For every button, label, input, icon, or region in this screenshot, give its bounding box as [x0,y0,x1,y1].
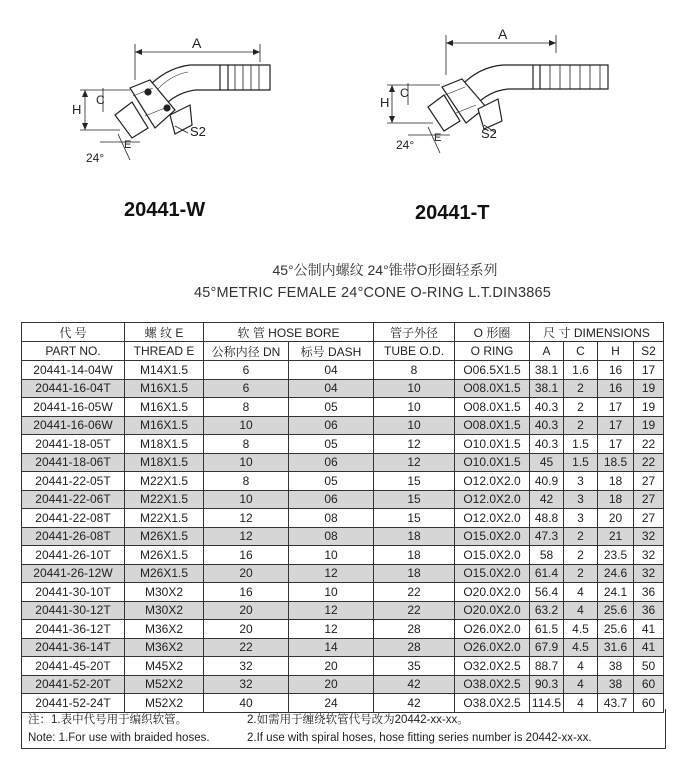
table-cell: 18 [598,490,634,509]
table-row [22,527,664,546]
table-cell: 114.5 [530,694,564,713]
table-cell: 8 [204,398,289,417]
table-cell: 10 [289,546,374,565]
table-cell: 20441-16-05W [22,398,125,417]
table-cell: 41 [634,620,664,639]
table-cell: M36X2 [125,620,204,639]
table-cell: 22 [374,601,455,620]
table-cell: O08.0X1.5 [455,416,530,435]
table-cell: 14 [289,638,374,657]
table-row [22,638,664,657]
table-cell: O32.0X2.5 [455,657,530,676]
table-cell: M18X1.5 [125,453,204,472]
table-cell: 4 [564,583,598,602]
note-cn-2: 2.如需用于缠绕软管代号改为20442-xx-xx。 [247,714,469,726]
header-c: C [564,342,598,361]
dimensions-table [21,322,664,713]
table-cell: 23.5 [598,546,634,565]
table-cell: 16 [204,546,289,565]
table-cell: 20441-30-12T [22,601,125,620]
table-cell: 20441-22-05T [22,472,125,491]
table-cell: 08 [289,527,374,546]
table-row [22,435,664,454]
header-tube-od: TUBE O.D. [374,342,455,361]
table-cell: 15 [374,509,455,528]
table-cell: 20 [204,564,289,583]
table-cell: 05 [289,472,374,491]
table-cell: 8 [374,361,455,380]
table-cell: 2 [564,564,598,583]
table-cell: 4.5 [564,638,598,657]
table-cell: 6 [204,361,289,380]
table-cell: 4 [564,601,598,620]
table-cell: O08.0X1.5 [455,398,530,417]
table-cell: 18 [374,527,455,546]
table-cell: M16X1.5 [125,398,204,417]
title-chinese: 45°公制内螺纹 24°锥带O形圈轻系列 [272,262,498,278]
table-cell: M52X2 [125,675,204,694]
table-cell: O15.0X2.0 [455,546,530,565]
table-cell: 38.1 [530,379,564,398]
table-cell: 10 [374,379,455,398]
table-cell: 05 [289,398,374,417]
table-cell: M26X1.5 [125,527,204,546]
table-cell: 40.3 [530,398,564,417]
table-cell: 28 [374,638,455,657]
table-cell: 47.3 [530,527,564,546]
header-code: 代 号 [22,323,125,342]
table-cell: 88.7 [530,657,564,676]
table-cell: 20441-36-12T [22,620,125,639]
note-cn-1: 注：1.表中代号用于编织软管。 [28,714,188,726]
table-cell: 20 [204,601,289,620]
table-cell: 21 [598,527,634,546]
table-cell: 22 [374,583,455,602]
table-cell: 06 [289,490,374,509]
label-a: A [192,35,202,51]
table-cell: 24.1 [598,583,634,602]
table-cell: 05 [289,435,374,454]
table-cell: M52X2 [125,694,204,713]
header-hose-bore: 软 管 HOSE BORE [204,323,374,342]
table-cell: 20441-26-12W [22,564,125,583]
table-cell: 20441-22-06T [22,490,125,509]
header-dimensions: 尺 寸 DIMENSIONS [530,323,664,342]
table-cell: O38.0X2.5 [455,675,530,694]
label-s2: S2 [481,126,497,141]
label-angle: 24° [86,151,105,165]
table-cell: O15.0X2.0 [455,564,530,583]
label-a: A [498,26,508,42]
header-tube-od-cn: 管子外径 [374,323,455,342]
table-cell: 17 [598,416,634,435]
table-cell: M18X1.5 [125,435,204,454]
table-cell: 27 [634,490,664,509]
table-cell: 20441-52-20T [22,675,125,694]
table-row [22,398,664,417]
table-cell: 20441-18-05T [22,435,125,454]
table-cell: 42 [530,490,564,509]
table-body [22,361,664,713]
table-cell: 3 [564,490,598,509]
table-cell: 28 [374,620,455,639]
table-cell: 20 [289,675,374,694]
model-label-t: 20441-T [415,202,490,224]
table-cell: 16 [204,583,289,602]
table-cell: 4 [564,675,598,694]
table-cell: 20441-45-20T [22,657,125,676]
table-cell: 27 [634,472,664,491]
table-cell: 41 [634,638,664,657]
table-cell: 58 [530,546,564,565]
table-row [22,453,664,472]
table-cell: 61.4 [530,564,564,583]
table-cell: 12 [374,453,455,472]
table-cell: M22X1.5 [125,490,204,509]
table-cell: 31.6 [598,638,634,657]
table-cell: M26X1.5 [125,564,204,583]
table-cell: 19 [634,379,664,398]
table-cell: 10 [204,416,289,435]
table-cell: 40.3 [530,416,564,435]
table-row [22,546,664,565]
table-cell: 20 [598,509,634,528]
table-cell: 2 [564,527,598,546]
table-row [22,416,664,435]
header-thread: THREAD E [125,342,204,361]
table-cell: 22 [634,453,664,472]
table-cell: M22X1.5 [125,472,204,491]
table-cell: O10.0X1.5 [455,435,530,454]
table-cell: 06 [289,416,374,435]
table-cell: 27 [634,509,664,528]
table-cell: 12 [289,564,374,583]
table-cell: 10 [204,490,289,509]
table-cell: 36 [634,583,664,602]
table-cell: 63.2 [530,601,564,620]
table-cell: 38 [598,675,634,694]
table-cell: O26.0X2.0 [455,638,530,657]
label-angle: 24° [396,138,415,152]
fitting-drawing-t [378,25,618,165]
table-cell: O10.0X1.5 [455,453,530,472]
table-cell: 12 [289,620,374,639]
table-cell: 38 [598,657,634,676]
table-row [22,490,664,509]
table-cell: 6 [204,379,289,398]
table-cell: 04 [289,379,374,398]
label-e: E [124,139,132,151]
table-cell: 43.7 [598,694,634,713]
table-cell: 12 [204,509,289,528]
table-row [22,601,664,620]
table-cell: 20441-30-10T [22,583,125,602]
table-cell: 56.4 [530,583,564,602]
table-row [22,509,664,528]
table-cell: 60 [634,675,664,694]
table-cell: O06.5X1.5 [455,361,530,380]
table-cell: 1.6 [564,361,598,380]
label-h: H [380,95,390,110]
table-cell: 1.5 [564,435,598,454]
table-cell: 38.1 [530,361,564,380]
label-h: H [72,102,82,117]
table-cell: 40.3 [530,435,564,454]
table-cell: O26.0X2.0 [455,620,530,639]
table-cell: 36 [634,601,664,620]
table-cell: M30X2 [125,583,204,602]
table-cell: M30X2 [125,601,204,620]
table-cell: 18 [374,564,455,583]
table-cell: 17 [598,435,634,454]
table-cell: 20441-18-06T [22,453,125,472]
table-row [22,361,664,380]
table-cell: 40.9 [530,472,564,491]
table-cell: 08 [289,509,374,528]
table-cell: O20.0X2.0 [455,583,530,602]
label-e: E [434,132,442,144]
header-a: A [530,342,564,361]
table-cell: M16X1.5 [125,379,204,398]
table-cell: 4.5 [564,620,598,639]
table-cell: 20441-16-04T [22,379,125,398]
table-cell: 18.5 [598,453,634,472]
table-cell: 25.6 [598,601,634,620]
table-cell: 32 [204,675,289,694]
header-thread-cn: 螺 纹 E [125,323,204,342]
table-cell: 15 [374,472,455,491]
table-cell: 42 [374,694,455,713]
table-cell: 4 [564,657,598,676]
table-cell: 16 [598,361,634,380]
table-cell: M16X1.5 [125,416,204,435]
table-cell: 48.8 [530,509,564,528]
table-cell: 60 [634,694,664,713]
table-cell: 50 [634,657,664,676]
table-cell: 2 [564,546,598,565]
table-cell: 3 [564,472,598,491]
table-cell: 90.3 [530,675,564,694]
table-cell: 20 [204,620,289,639]
table-row [22,657,664,676]
table-cell: 32 [634,564,664,583]
table-cell: 10 [374,416,455,435]
table-cell: 17 [598,398,634,417]
table-cell: 04 [289,361,374,380]
table-cell: 20441-26-08T [22,527,125,546]
header-oring-cn: O 形圈 [455,323,530,342]
table-row [22,379,664,398]
table-cell: M45X2 [125,657,204,676]
table-cell: 20441-22-08T [22,509,125,528]
note-en-1: Note: 1.For use with braided hoses. [28,732,210,744]
header-part-no: PART NO. [22,342,125,361]
table-cell: 40 [204,694,289,713]
table-cell: 22 [204,638,289,657]
header-dn: 公称内径 DN [204,342,289,361]
table-cell: 8 [204,435,289,454]
table-cell: 42 [374,675,455,694]
table-cell: 17 [634,361,664,380]
table-row [22,675,664,694]
header-s2: S2 [634,342,664,361]
table-cell: 20 [289,657,374,676]
label-c: C [96,93,105,107]
table-cell: 45 [530,453,564,472]
table-cell: 2 [564,379,598,398]
table-cell: 4 [564,694,598,713]
table-cell: O12.0X2.0 [455,490,530,509]
title-english: 45°METRIC FEMALE 24°CONE O-RING L.T.DIN3865 [193,285,551,301]
table-cell: 20441-14-04W [22,361,125,380]
table-cell: 20441-36-14T [22,638,125,657]
note-en-2: 2.If use with spiral hoses, hose fitting series number is 20442-xx-xx. [247,732,592,744]
table-cell: 35 [374,657,455,676]
table-cell: 20441-52-24T [22,694,125,713]
table-cell: 20441-16-06W [22,416,125,435]
table-cell: 24 [289,694,374,713]
model-label-w: 20441-W [124,199,206,221]
table-cell: O08.0X1.5 [455,379,530,398]
table-cell: 10 [374,398,455,417]
table-cell: O20.0X2.0 [455,601,530,620]
table-cell: 12 [289,601,374,620]
label-c: C [400,86,409,100]
header-dash: 标号 DASH [289,342,374,361]
table-row [22,472,664,491]
table-cell: 10 [289,583,374,602]
table-cell: 18 [374,546,455,565]
table-cell: 15 [374,490,455,509]
header-h: H [598,342,634,361]
table-cell: 12 [374,435,455,454]
table-cell: 18 [598,472,634,491]
table-cell: 19 [634,416,664,435]
header-oring: O RING [455,342,530,361]
table-cell: 2 [564,416,598,435]
table-cell: 24.6 [598,564,634,583]
table-cell: M14X1.5 [125,361,204,380]
table-cell: 19 [634,398,664,417]
notes-box [21,709,666,749]
table-cell: 22 [634,435,664,454]
table-row [22,620,664,639]
table-cell: 61.5 [530,620,564,639]
label-s2: S2 [190,124,206,139]
table-cell: 32 [204,657,289,676]
table-cell: 1.5 [564,453,598,472]
table-cell: 20441-26-10T [22,546,125,565]
table-cell: 3 [564,509,598,528]
table-cell: O15.0X2.0 [455,527,530,546]
table-cell: O12.0X2.0 [455,509,530,528]
table-row [22,564,664,583]
table-cell: 32 [634,527,664,546]
table-cell: 16 [598,379,634,398]
table-cell: 67.9 [530,638,564,657]
table-cell: 06 [289,453,374,472]
table-cell: 10 [204,453,289,472]
table-cell: 25.6 [598,620,634,639]
table-cell: 12 [204,527,289,546]
table-row [22,583,664,602]
table-cell: 2 [564,398,598,417]
table-cell: O12.0X2.0 [455,472,530,491]
table-cell: M36X2 [125,638,204,657]
table-cell: 32 [634,546,664,565]
table-cell: 8 [204,472,289,491]
table-cell: M26X1.5 [125,546,204,565]
table-cell: M22X1.5 [125,509,204,528]
fitting-drawing-w [70,30,300,170]
table-cell: O38.0X2.5 [455,694,530,713]
